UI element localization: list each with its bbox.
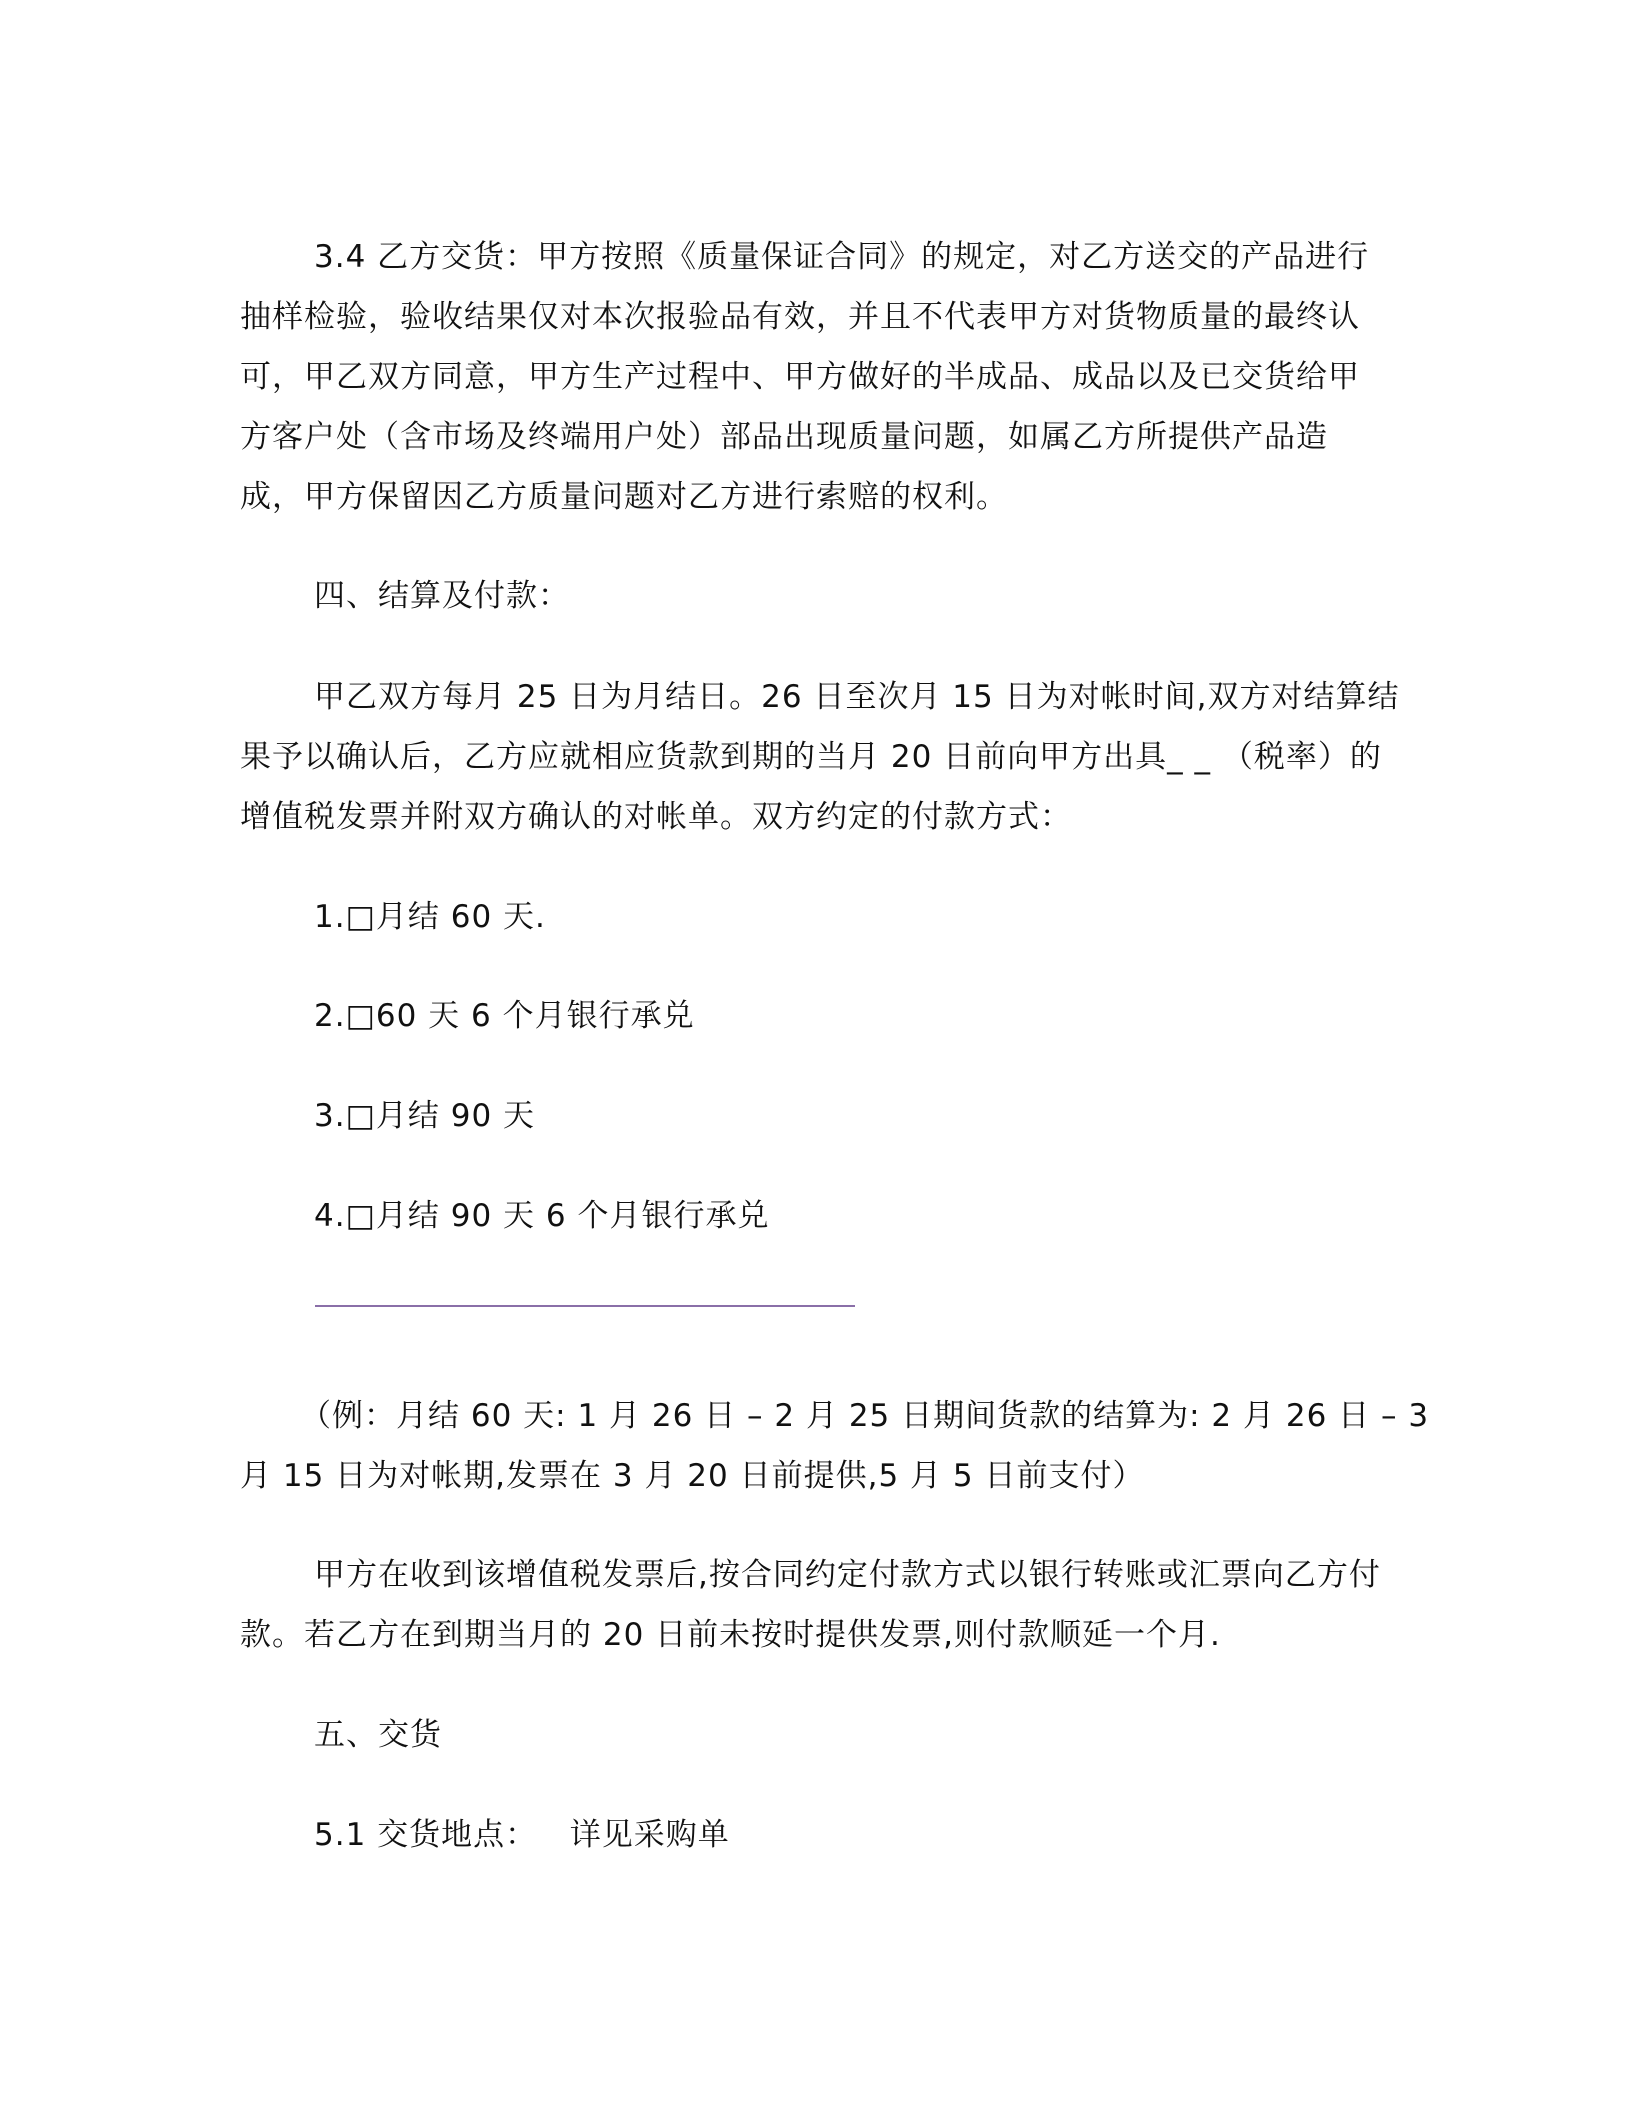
- payment-terms-line: 甲方在收到该增值税发票后,按合同约定付款方式以银行转账或汇票向乙方付: [314, 1557, 1381, 1593]
- clause-3-4-line: 可，甲乙双方同意，甲方生产过程中、甲方做好的半成品、成品以及已交货给甲: [240, 359, 1360, 395]
- clause-3-4-line: 成，甲方保留因乙方质量问题对乙方进行索赔的权利。: [240, 479, 1008, 515]
- payment-option-1-block: [240, 887, 1375, 947]
- example-line: （例：月结 60 天: 1 月 26 日 – 2 月 25 日期间货款的结算为: 2 月 26 日 – 3: [300, 1398, 1430, 1434]
- section-5-heading: 五、交货: [314, 1717, 442, 1753]
- divider-line: [315, 1305, 855, 1307]
- clause-5-1-block: [240, 1805, 1375, 1865]
- payment-option-4: 4.□月结 90 天 6 个月银行承兑: [314, 1198, 770, 1234]
- settlement-paragraph: [240, 667, 1400, 847]
- payment-terms-line: 款。若乙方在到期当月的 20 日前未按时提供发票,则付款顺延一个月.: [240, 1617, 1221, 1653]
- settlement-line: 果予以确认后，乙方应就相应货款到期的当月 20 日前向甲方出具_ _ （税率）的: [240, 739, 1382, 775]
- settlement-line: 甲乙双方每月 25 日为月结日。26 日至次月 15 日为对帐时间,双方对结算结: [314, 679, 1400, 715]
- payment-terms-paragraph: [240, 1545, 1381, 1665]
- payment-option-2-block: [240, 986, 1375, 1046]
- clause-3-4-line: 3.4 乙方交货：甲方按照《质量保证合同》的规定，对乙方送交的产品进行: [314, 239, 1370, 275]
- example-line: 月 15 日为对帐期,发票在 3 月 20 日前提供,5 月 5 日前支付）: [240, 1458, 1145, 1494]
- clause-5-1: 5.1 交货地点： 详见采购单: [314, 1817, 730, 1853]
- section-4-heading: 四、结算及付款：: [314, 578, 570, 614]
- example-paragraph: [240, 1386, 1430, 1506]
- payment-option-3-block: [240, 1086, 1375, 1146]
- payment-option-4-block: [240, 1186, 1375, 1246]
- clause-3-4-line: 抽样检验，验收结果仅对本次报验品有效，并且不代表甲方对货物质量的最终认: [240, 299, 1360, 335]
- clause-3-4-paragraph: [240, 227, 1375, 527]
- payment-option-3: 3.□月结 90 天: [314, 1098, 536, 1134]
- payment-option-1: 1.□月结 60 天.: [314, 899, 546, 935]
- section-4-heading-block: [240, 566, 1375, 626]
- section-5-heading-block: [240, 1705, 1375, 1765]
- payment-option-2: 2.□60 天 6 个月银行承兑: [314, 998, 695, 1034]
- settlement-line: 增值税发票并附双方确认的对帐单。双方约定的付款方式：: [240, 799, 1072, 835]
- clause-3-4-line: 方客户处（含市场及终端用户处）部品出现质量问题，如属乙方所提供产品造: [240, 419, 1328, 455]
